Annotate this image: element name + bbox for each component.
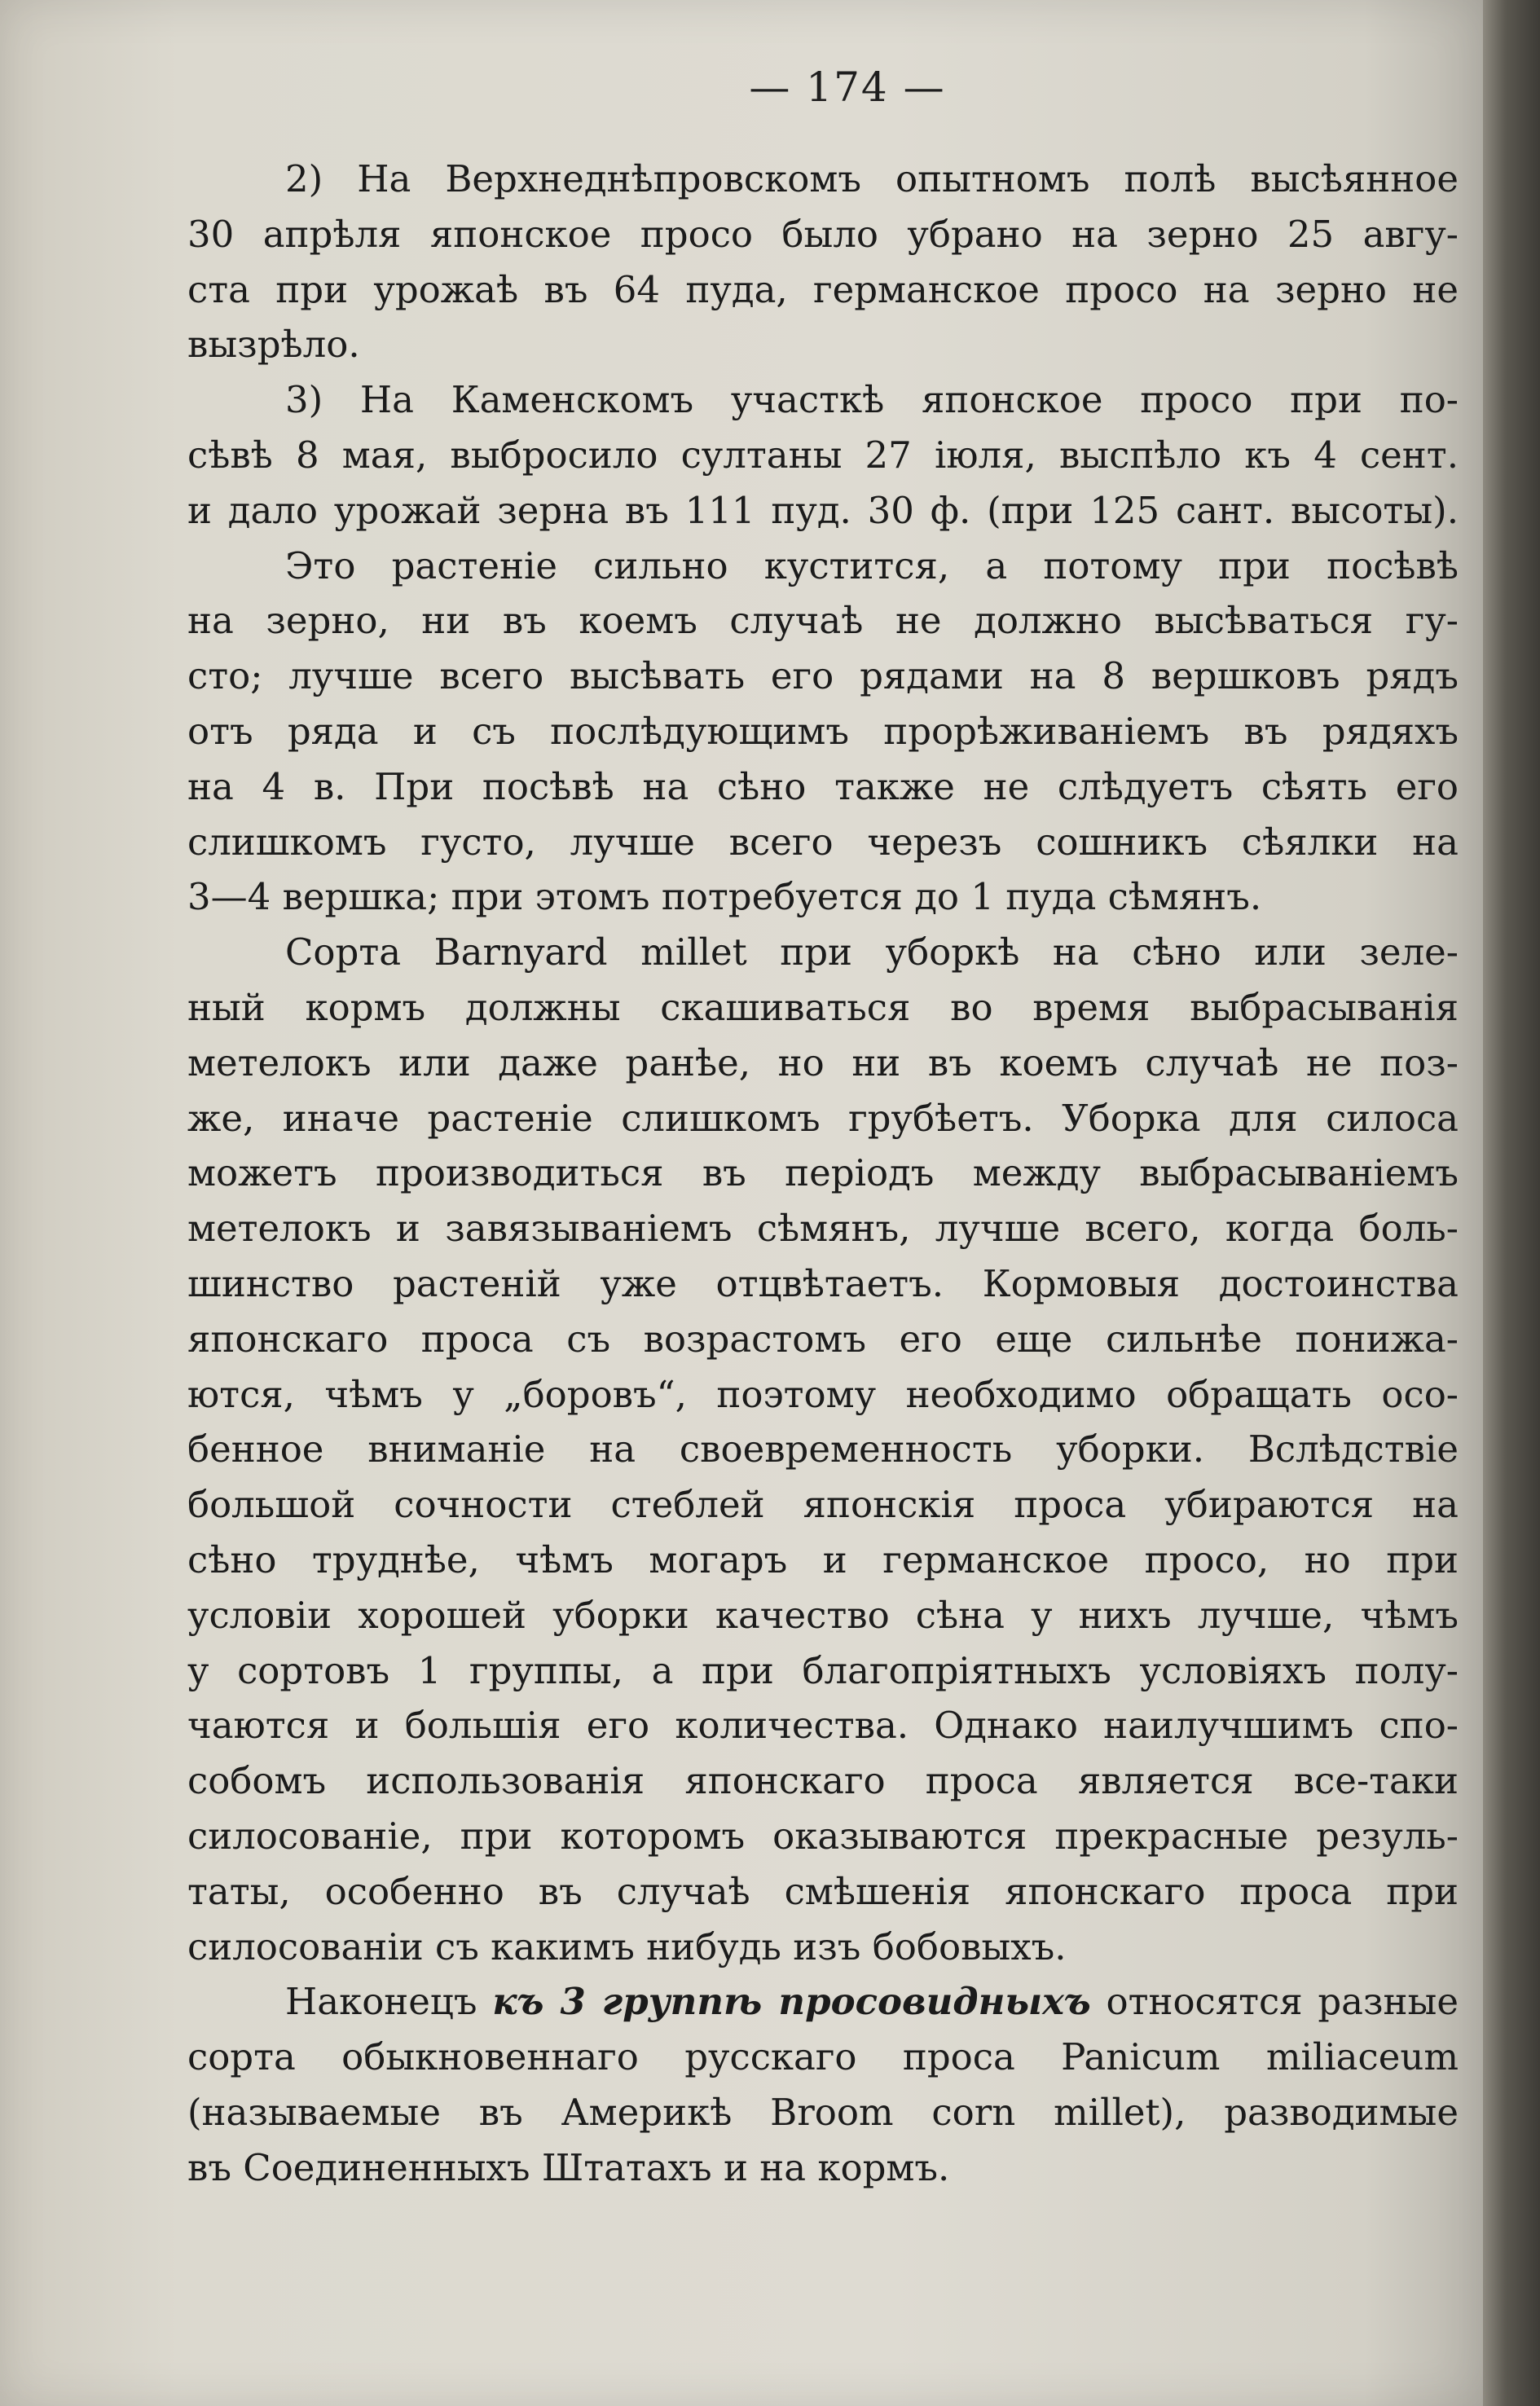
text-line: собомъ использованія японскаго проса является все-таки bbox=[187, 1759, 1459, 1803]
italic-phrase: къ 3 группѣ просовидныхъ bbox=[492, 1980, 1091, 2024]
text-line: на зерно, ни въ коемъ случаѣ не должно высѣваться гу- bbox=[187, 599, 1459, 643]
text-line: вызрѣло. bbox=[187, 323, 360, 367]
text-line: 3) На Каменскомъ участкѣ японское просо при по- bbox=[285, 378, 1459, 422]
paragraph-2 bbox=[187, 372, 1459, 538]
text-line: слишкомъ густо, лучше всего черезъ сошникъ сѣялки на bbox=[187, 820, 1459, 864]
text-line: 30 апрѣля японское просо было убрано на зерно 25 авгу- bbox=[187, 212, 1459, 256]
text-line: метелокъ или даже ранѣе, но ни въ коемъ случаѣ не поз- bbox=[187, 1040, 1459, 1084]
text-line bbox=[187, 1974, 1459, 2030]
text-line: и дало урожай зерна въ 111 пуд. 30 ф. (при 125 сант. высоты). bbox=[187, 488, 1459, 532]
paragraph-1 bbox=[187, 152, 1459, 372]
text-line: японскаго проса съ возрастомъ его еще сильнѣе понижа- bbox=[187, 1317, 1459, 1361]
text-line: таты, особенно въ случаѣ смѣшенія японскаго проса при bbox=[187, 1869, 1459, 1913]
text-line: бенное вниманіе на своевременность уборки. Вслѣдствіе bbox=[187, 1427, 1459, 1471]
text-line: въ Соединенныхъ Штатахъ и на кормъ. bbox=[187, 2145, 950, 2189]
text-line: (называемые въ Америкѣ Broom corn millet), разводимые bbox=[187, 2090, 1459, 2134]
text-line: на 4 в. При посѣвѣ на сѣно также не слѣдуетъ сѣять его bbox=[187, 764, 1459, 808]
text-line: шинство растеній уже отцвѣтаетъ. Кормовыя достоинства bbox=[187, 1261, 1459, 1305]
text-line: силосованіе, при которомъ оказываются прекрасные резуль- bbox=[187, 1814, 1459, 1858]
text-line: Это растеніе сильно кустится, а потому при посѣвѣ bbox=[285, 543, 1459, 587]
text-line: чаются и большія его количества. Однако наилучшимъ спо- bbox=[187, 1704, 1459, 1748]
text-line: сорта обыкновеннаго русскаго проса Panicum miliaceum bbox=[187, 2035, 1459, 2079]
text-line: можетъ производиться въ періодъ между выбрасываніемъ bbox=[187, 1151, 1459, 1195]
text-line: отъ ряда и съ послѣдующимъ прорѣживаніемъ въ рядяхъ bbox=[187, 709, 1459, 753]
text-line: сѣвѣ 8 мая, выбросило султаны 27 іюля, выспѣло къ 4 сент. bbox=[187, 433, 1459, 477]
text-line: условіи хорошей уборки качество сѣна у нихъ лучше, чѣмъ bbox=[187, 1593, 1459, 1637]
book-gutter-shadow bbox=[1483, 0, 1540, 2406]
text-line: сѣно труднѣе, чѣмъ могаръ и германское просо, но при bbox=[187, 1537, 1459, 1581]
text-line: Сорта Barnyard millet при уборкѣ на сѣно или зеле- bbox=[285, 930, 1459, 974]
text-run: Наконецъ bbox=[285, 1980, 493, 2024]
paragraph-5 bbox=[187, 1974, 1459, 2195]
page-number: — 174 — bbox=[749, 64, 946, 111]
text-run: относятся разные bbox=[1090, 1980, 1459, 2024]
text-line: силосованіи съ какимъ нибудь изъ бобовыхъ. bbox=[187, 1924, 1067, 1968]
text-line: метелокъ и завязываніемъ сѣмянъ, лучше всего, когда боль- bbox=[187, 1207, 1459, 1251]
text-line: ются, чѣмъ у „боровъ“, поэтому необходимо обращать осо- bbox=[187, 1372, 1459, 1416]
text-line: ный кормъ должны скашиваться во время выбрасыванія bbox=[187, 985, 1459, 1029]
paragraph-3 bbox=[187, 539, 1459, 926]
text-line: 2) На Верхнеднѣпровскомъ опытномъ полѣ высѣянное bbox=[285, 157, 1459, 200]
paragraph-4 bbox=[187, 925, 1459, 1974]
text-line: у сортовъ 1 группы, а при благопріятныхъ условіяхъ полу- bbox=[187, 1648, 1459, 1692]
text-line: большой сочности стеблей японскія проса убираются на bbox=[187, 1483, 1459, 1527]
text-line: сто; лучше всего высѣвать его рядами на 8 вершковъ рядъ bbox=[187, 654, 1459, 698]
text-line: 3—4 вершка; при этомъ потребуется до 1 пуда сѣмянъ. bbox=[187, 875, 1262, 919]
page-text bbox=[187, 152, 1459, 2195]
text-line: ста при урожаѣ въ 64 пуда, германское просо на зерно не bbox=[187, 267, 1459, 311]
text-line: же, иначе растеніе слишкомъ грубѣетъ. Уборка для силоса bbox=[187, 1096, 1459, 1140]
